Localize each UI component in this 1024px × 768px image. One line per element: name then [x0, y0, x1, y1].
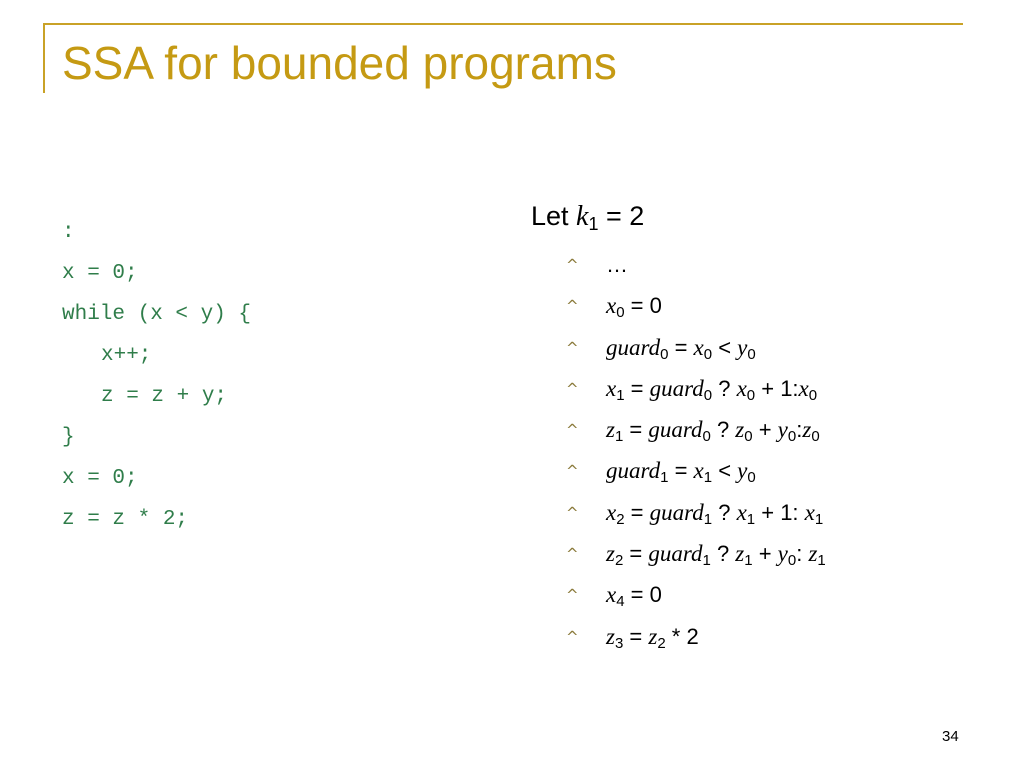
- caret-up-icon: ^: [566, 297, 579, 316]
- math-text: <: [712, 458, 738, 484]
- math-variable: x: [606, 375, 617, 401]
- caret-up-icon: ^: [566, 586, 579, 605]
- let-variable-subscript: 1: [588, 214, 599, 234]
- math-text: =: [624, 499, 650, 525]
- math-text: = 0: [624, 582, 662, 608]
- caret-up-icon: ^: [566, 503, 579, 522]
- math-text: + 1:: [755, 499, 805, 525]
- math-variable: z: [802, 417, 812, 443]
- code-line: }: [62, 426, 75, 449]
- code-line: while (x < y) {: [62, 303, 252, 326]
- math-text: * 2: [665, 623, 699, 649]
- ssa-step-list: [566, 244, 826, 657]
- math-variable: x: [693, 458, 704, 484]
- let-value: = 2: [598, 201, 645, 231]
- math-subscript: 1: [744, 552, 753, 570]
- math-variable: z: [606, 541, 615, 567]
- ssa-step-item: [566, 327, 826, 368]
- code-line: :: [62, 221, 75, 244]
- math-subscript: 4: [616, 593, 625, 611]
- math-text: =: [668, 458, 694, 484]
- caret-up-icon: ^: [566, 379, 579, 398]
- code-line: x++;: [101, 344, 152, 367]
- math-variable: x: [606, 293, 617, 319]
- caret-up-icon: ^: [566, 256, 579, 274]
- ssa-step-item: [566, 450, 826, 491]
- math-subscript: 0: [703, 345, 713, 363]
- math-variable: y: [737, 458, 748, 484]
- math-variable: x: [736, 499, 747, 525]
- math-text: =: [623, 541, 649, 567]
- math-text: = 0: [624, 293, 662, 319]
- math-subscript: 0: [660, 345, 669, 363]
- math-subscript: 1: [703, 469, 713, 487]
- math-variable: guard: [649, 375, 704, 401]
- math-variable: y: [737, 334, 748, 360]
- math-variable: guard: [648, 417, 703, 443]
- math-subscript: 0: [746, 386, 756, 404]
- math-text: ?: [712, 375, 737, 401]
- math-subscript: 1: [817, 552, 826, 570]
- math-variable: z: [606, 623, 615, 649]
- math-variable: x: [693, 334, 704, 360]
- code-block: [62, 212, 251, 540]
- caret-up-icon: ^: [566, 338, 579, 357]
- math-text: ?: [710, 541, 736, 567]
- math-variable: z: [735, 541, 745, 567]
- math-variable: x: [606, 582, 617, 608]
- math-subscript: 1: [702, 552, 711, 570]
- math-text: + 1:: [755, 375, 799, 401]
- math-subscript: 3: [614, 634, 624, 652]
- math-text: ?: [712, 499, 737, 525]
- math-variable: x: [804, 499, 815, 525]
- math-variable: z: [606, 417, 615, 443]
- code-line: z = z * 2;: [62, 508, 189, 531]
- ssa-step-item: [566, 533, 826, 574]
- math-subscript: 0: [702, 428, 711, 446]
- math-variable: x: [606, 499, 617, 525]
- math-text: …: [606, 252, 628, 277]
- math-subscript: 0: [744, 428, 753, 446]
- title-frame-left-rule: [43, 23, 45, 93]
- math-text: =: [624, 375, 650, 401]
- math-subscript: 1: [703, 510, 713, 528]
- math-text: ?: [710, 417, 736, 443]
- ssa-step-item: [566, 616, 826, 657]
- math-subscript: 0: [787, 552, 797, 570]
- math-variable: z: [808, 541, 818, 567]
- math-text: :: [796, 417, 803, 443]
- caret-up-icon: ^: [566, 421, 579, 440]
- caret-up-icon: ^: [566, 462, 579, 481]
- math-subscript: 0: [703, 386, 713, 404]
- math-variable: x: [798, 375, 809, 401]
- math-variable: guard: [606, 334, 661, 360]
- math-variable: z: [648, 623, 658, 649]
- math-subscript: 1: [746, 510, 756, 528]
- code-line: x = 0;: [62, 262, 138, 285]
- math-variable: guard: [606, 458, 661, 484]
- math-subscript: 0: [747, 469, 756, 487]
- math-subscript: 1: [616, 386, 625, 404]
- page-number: 34: [942, 728, 959, 745]
- let-variable: k: [576, 201, 589, 232]
- math-subscript: 0: [808, 386, 818, 404]
- math-subscript: 2: [616, 510, 625, 528]
- math-text: =: [623, 623, 649, 649]
- ssa-step-item: [566, 244, 826, 285]
- slide-title: SSA for bounded programs: [62, 37, 617, 89]
- math-subscript: 2: [614, 552, 624, 570]
- math-variable: y: [777, 417, 788, 443]
- math-text: +: [752, 541, 778, 567]
- let-statement: [531, 196, 644, 237]
- math-subscript: 2: [657, 634, 666, 652]
- ssa-step-item: [566, 285, 826, 326]
- caret-up-icon: ^: [566, 545, 579, 564]
- code-line: z = z + y;: [101, 385, 228, 408]
- math-text: =: [623, 417, 649, 443]
- ssa-step-item: [566, 409, 826, 450]
- math-text: <: [712, 334, 738, 360]
- ssa-step-item: [566, 574, 826, 615]
- let-prefix: Let: [531, 201, 577, 231]
- math-text: +: [752, 417, 778, 443]
- math-variable: guard: [649, 499, 704, 525]
- ssa-step-item: [566, 368, 826, 409]
- math-variable: x: [736, 375, 747, 401]
- math-subscript: 1: [814, 510, 824, 528]
- code-line: x = 0;: [62, 467, 138, 490]
- math-subscript: 0: [616, 304, 625, 322]
- math-text: =: [668, 334, 694, 360]
- ssa-step-item: [566, 492, 826, 533]
- math-subscript: 1: [660, 469, 669, 487]
- math-subscript: 1: [614, 428, 624, 446]
- math-variable: guard: [648, 541, 703, 567]
- math-variable: y: [777, 541, 788, 567]
- math-subscript: 0: [747, 345, 756, 363]
- math-subscript: 0: [787, 428, 797, 446]
- math-text: :: [796, 541, 809, 567]
- caret-up-icon: ^: [566, 627, 579, 646]
- title-frame-top-rule: [43, 23, 963, 25]
- math-subscript: 0: [811, 428, 820, 446]
- math-variable: z: [735, 417, 745, 443]
